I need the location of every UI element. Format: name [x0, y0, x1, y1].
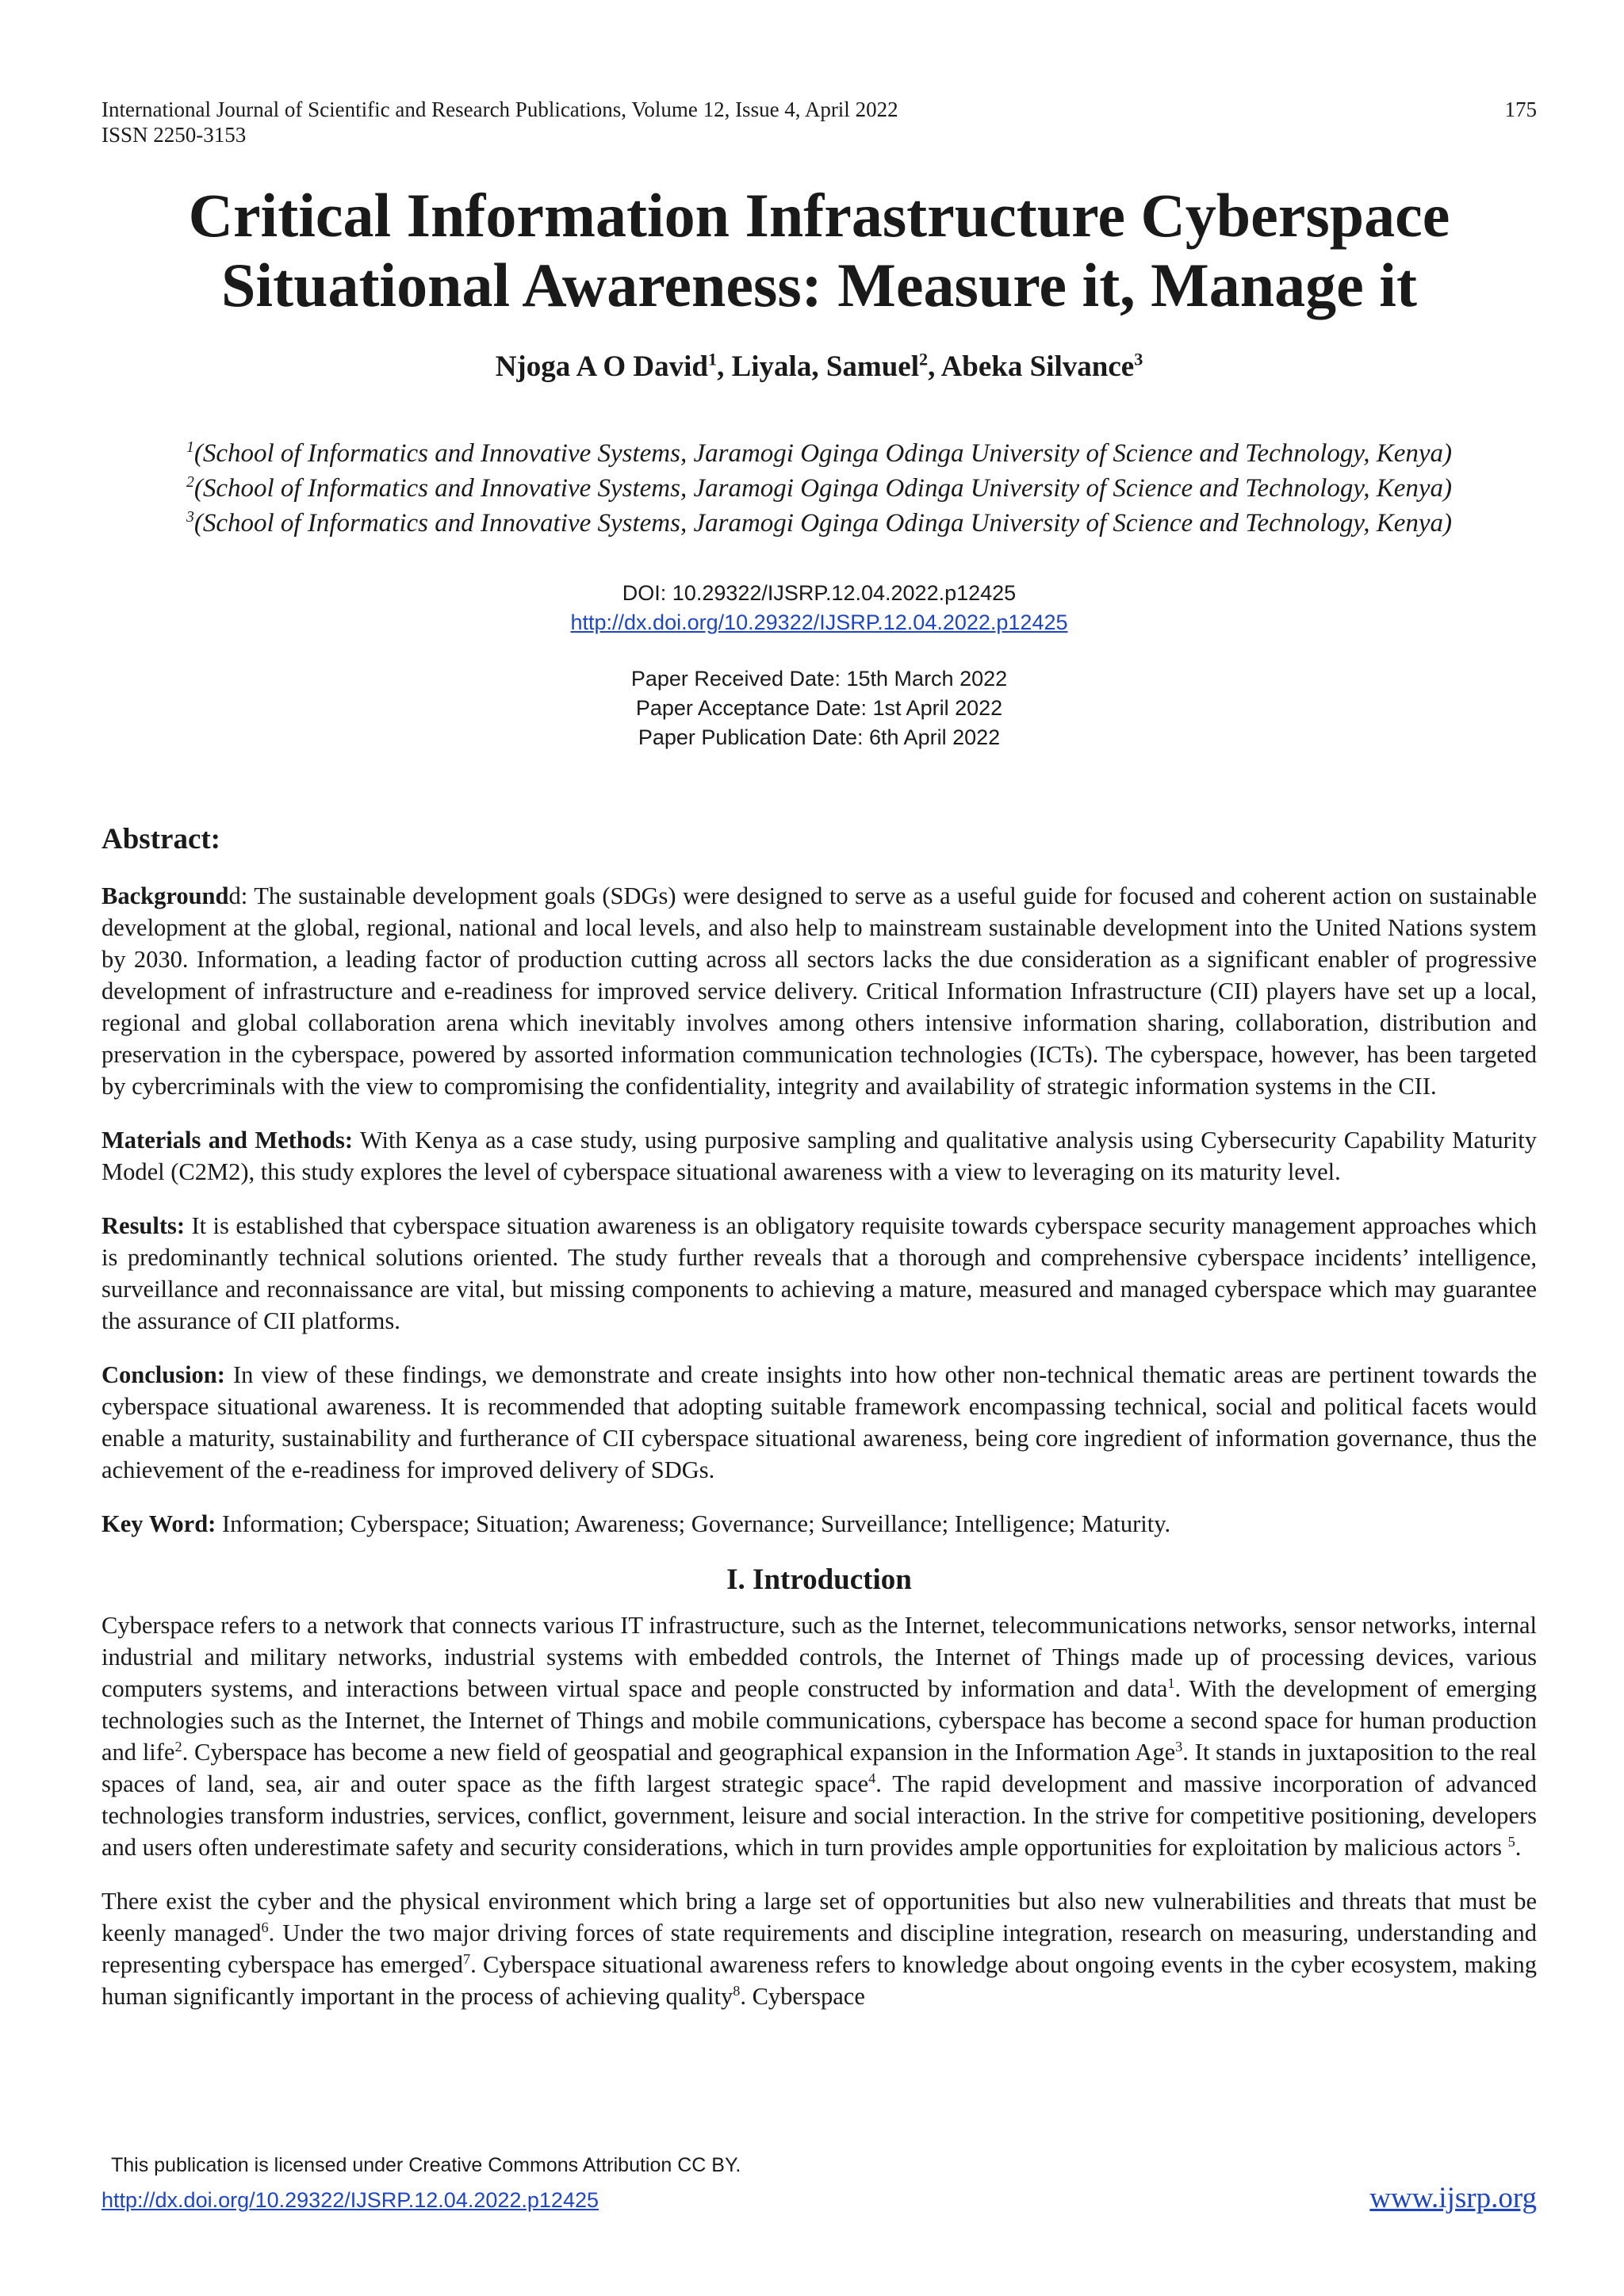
abstract-background: Backgroundd: The sustainable development goals (SDGs) were designed to serve as a useful guide for focused and coherent action on sustainable development at the global, regional, national and local levels, and also help to mainstream sustainable development into the United Nations system by 2030. Information, a leading factor of production cutting across all sectors lacks the due consideration as a significant enabler of progressive development of infrastructure and e-readiness for improved service delivery. Critical Information Infrastructure (CII) players have set up a local, regional and global collaboration arena which inevitably involves among others intensive information sharing, collaboration, distribution and preservation in the cyberspace, powered by assorted information communication technologies (ICTs). The cyberspace, however, has been targeted by cybercriminals with the view to compromising the confidentiality, integrity and availability of strategic information systems in the CII. [102, 882, 1537, 1100]
affiliation: $^3$(School of Informatics and Innovative Systems, Jaramogi Oginga Odinga University of Science and Technology, Kenya) [186, 508, 1453, 538]
keywords: Key Word: Information; Cyberspace; Situation; Awareness; Governance; Surveillance; Intelligence; Maturity. [102, 1510, 1171, 1537]
author-sup: 3 [1134, 349, 1143, 369]
affiliation-list [102, 436, 1537, 541]
author-name: Abeka Silvance [940, 350, 1135, 383]
acceptance-date: Paper Acceptance Date: 1st April 2022 [635, 696, 1003, 720]
footer-doi-link[interactable]: http://dx.doi.org/10.29322/IJSRP.12.04.2022.p12425 [102, 2188, 599, 2212]
doi-text: DOI: 10.29322/IJSRP.12.04.2022.p12425 [622, 581, 1017, 605]
author-sup: 1 [708, 349, 718, 369]
paper-metadata [102, 579, 1537, 752]
title-line-1: Critical Information Infrastructure Cyberspace [188, 181, 1450, 250]
abstract-results: Results: It is established that cyberspace situation awareness is an obligatory requisite towards cyberspace security management approaches which is predominantly technical solutions oriented. The study further reveals that a thorough and comprehensive cyberspace incidents’ intelligence, surveillance and reconnaissance are vital, but missing components to achieving a mature, measured and managed cyberspace which may guarantee the assurance of CII platforms. [102, 1212, 1537, 1334]
author-name: Njoga A O David [495, 350, 708, 383]
author-sup: 2 [919, 349, 929, 369]
author-name: Liyala, Samuel [731, 350, 920, 383]
license-note: This publication is licensed under Creative Commons Attribution CC BY. [111, 2154, 741, 2176]
doi-link[interactable]: http://dx.doi.org/10.29322/IJSRP.12.04.2022.p12425 [570, 610, 1068, 634]
author-list: Njoga A O David$^1$, Liyala, Samuel$^2$, Abeka Silvance$^3$ [495, 349, 1143, 383]
title-line-2: Situational Awareness: Measure it, Manage it [221, 251, 1417, 320]
journal-website-link[interactable]: www.ijsrp.org [1369, 2182, 1537, 2214]
paper-title [102, 181, 1537, 320]
section-heading-introduction: I. Introduction [726, 1563, 912, 1596]
affiliation: $^1$(School of Informatics and Innovative Systems, Jaramogi Oginga Odinga University of Science and Technology, Kenya) [186, 438, 1453, 468]
page-number: 175 [1504, 98, 1537, 121]
affiliation: $^2$(School of Informatics and Innovative Systems, Jaramogi Oginga Odinga University of Science and Technology, Kenya) [186, 473, 1453, 503]
issn: ISSN 2250-3153 [102, 123, 247, 147]
publication-date: Paper Publication Date: 6th April 2022 [638, 725, 1001, 749]
body-text [102, 880, 1537, 2034]
received-date: Paper Received Date: 15th March 2022 [630, 667, 1008, 691]
intro-paragraph-2: There exist the cyber and the physical environment which bring a large set of opportunities but also new vulnerabilities and threats that must be keenly managed$^6$. Under the two major driving forces of state requirements and discipline integration, research on measuring, understanding and representing cyberspace has emerged$^7$. Cyberspace situational awareness refers to knowledge about ongoing events in the cyber ecosystem, making human significantly important in the process of achieving quality$^8$. Cyberspace [102, 1888, 1537, 2010]
abstract-heading: Abstract: [102, 823, 221, 855]
abstract-conclusion: Conclusion: In view of these findings, we demonstrate and create insights into how other non-technical thematic areas are pertinent towards the cyberspace situational awareness. It is recommended that adopting suitable framework encompassing technical, social and political facets would enable a maturity, sustainability and furtherance of CII cyberspace situational awareness, being core ingredient of information governance, thus the achievement of the e-readiness for improved delivery of SDGs. [102, 1361, 1537, 1483]
intro-paragraph-1: Cyberspace refers to a network that connects various IT infrastructure, such as the Internet, telecommunications networks, sensor networks, internal industrial and military networks, industrial systems with embedded controls, the Internet of Things made up of processing devices, various computers systems, and interactions between virtual space and people constructed by information and data$^1$. With the development of emerging technologies such as the Internet, the Internet of Things and mobile communications, cyberspace has become a second space for human production and life$^2$. Cyberspace has become a new field of geospatial and geographical expansion in the Information Age$^3$. It stands in juxtaposition to the real spaces of land, sea, air and outer space as the fifth largest strategic space$^4$. The rapid development and massive incorporation of advanced technologies transform industries, services, conflict, government, leisure and social interaction. In the strive for competitive positioning, developers and users often underestimate safety and security considerations, which in turn provides ample opportunities for exploitation by malicious actors $^5$. [102, 1612, 1537, 1861]
abstract-methods: Materials and Methods: With Kenya as a case study, using purposive sampling and qualitative analysis using Cybersecurity Capability Maturity Model (C2M2), this study explores the level of cyberspace situational awareness with a view to leveraging on its maturity level. [102, 1127, 1537, 1185]
journal-name: International Journal of Scientific and Research Publications, Volume 12, Issue 4, April 2022 [102, 98, 898, 121]
running-header [102, 97, 1537, 147]
